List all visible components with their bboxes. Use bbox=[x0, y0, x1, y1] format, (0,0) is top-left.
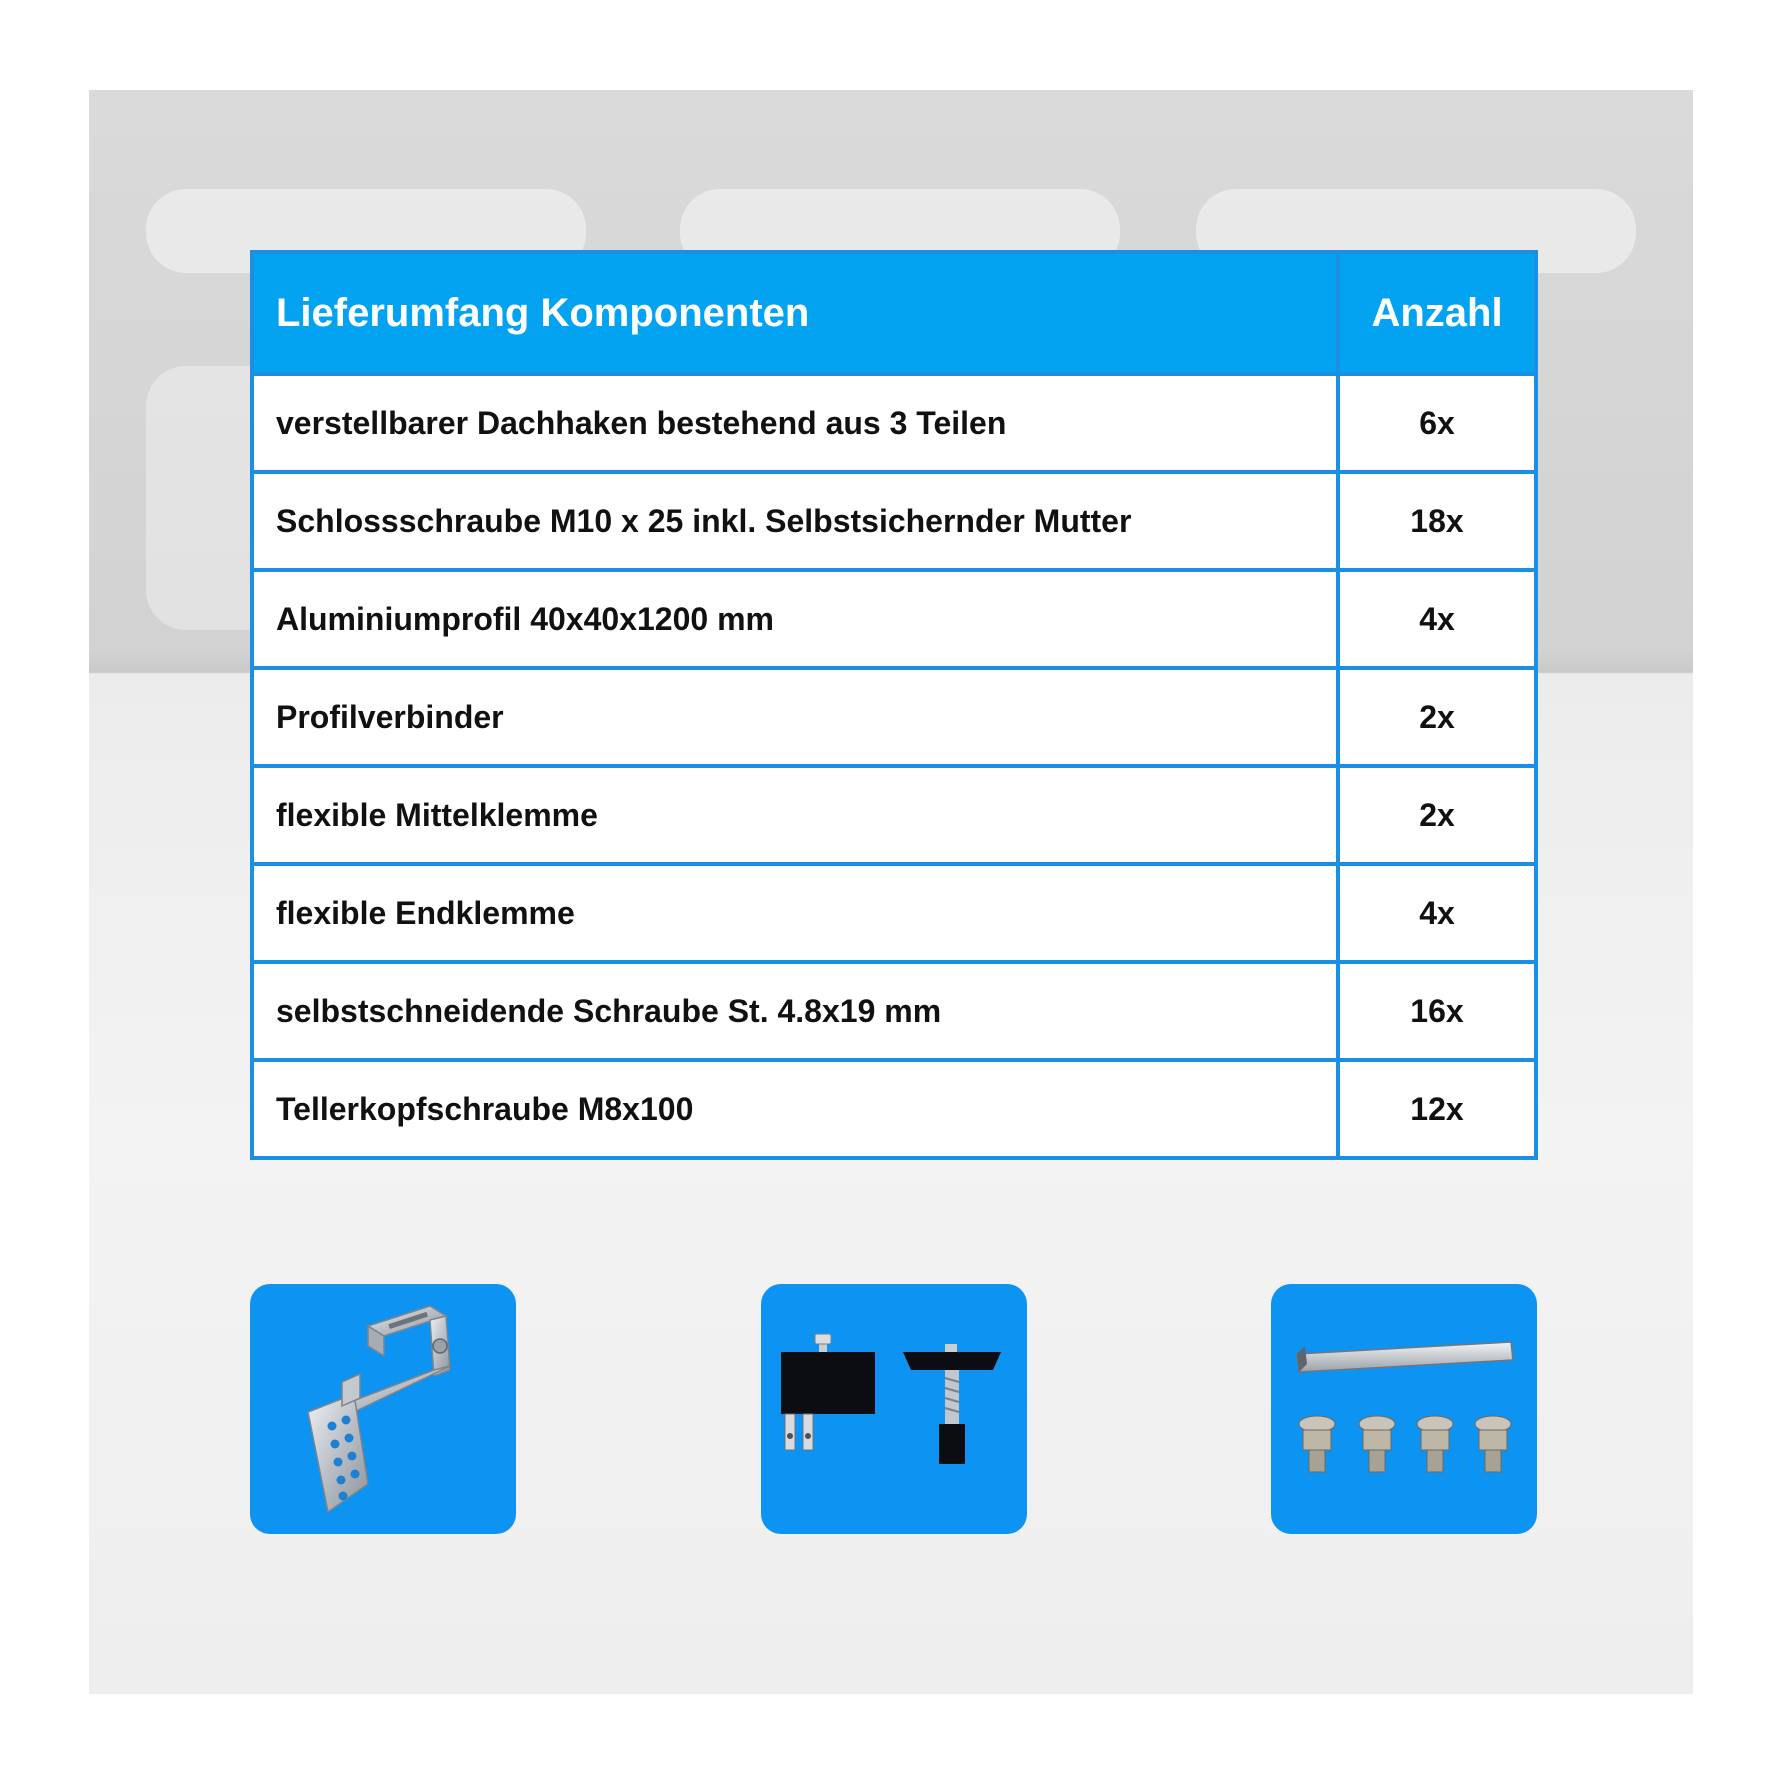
component-name: Profilverbinder bbox=[252, 668, 1338, 766]
bolt-group bbox=[1299, 1416, 1511, 1472]
components-table bbox=[250, 250, 1538, 1160]
table-row bbox=[252, 570, 1536, 668]
product-tile-roof-hook bbox=[250, 1284, 516, 1534]
product-tile-clamps bbox=[761, 1284, 1027, 1534]
component-quantity: 4x bbox=[1338, 570, 1536, 668]
quantity-column-header: Anzahl bbox=[1338, 252, 1536, 374]
component-quantity: 2x bbox=[1338, 668, 1536, 766]
roof-hook-icon bbox=[250, 1284, 516, 1534]
component-name: Aluminiumprofil 40x40x1200 mm bbox=[252, 570, 1338, 668]
component-quantity: 6x bbox=[1338, 374, 1536, 472]
table-row bbox=[252, 1060, 1536, 1158]
component-quantity: 18x bbox=[1338, 472, 1536, 570]
table-row bbox=[252, 472, 1536, 570]
table-row bbox=[252, 766, 1536, 864]
table-row bbox=[252, 962, 1536, 1060]
component-quantity: 16x bbox=[1338, 962, 1536, 1060]
component-quantity: 4x bbox=[1338, 864, 1536, 962]
table-row bbox=[252, 668, 1536, 766]
profile-and-bolts-icon bbox=[1271, 1284, 1537, 1534]
table-header-row bbox=[252, 252, 1536, 374]
clamps-icon bbox=[761, 1284, 1027, 1534]
component-name: flexible Mittelklemme bbox=[252, 766, 1338, 864]
table-row bbox=[252, 374, 1536, 472]
component-name: flexible Endklemme bbox=[252, 864, 1338, 962]
product-tile-profile-bolts bbox=[1271, 1284, 1537, 1534]
component-quantity: 2x bbox=[1338, 766, 1536, 864]
table-row bbox=[252, 864, 1536, 962]
component-column-header: Lieferumfang Komponenten bbox=[252, 252, 1338, 374]
component-name: Tellerkopfschraube M8x100 bbox=[252, 1060, 1338, 1158]
component-quantity: 12x bbox=[1338, 1060, 1536, 1158]
component-name: Schlossschraube M10 x 25 inkl. Selbstsichernder Mutter bbox=[252, 472, 1338, 570]
component-name: selbstschneidende Schraube St. 4.8x19 mm bbox=[252, 962, 1338, 1060]
component-name: verstellbarer Dachhaken bestehend aus 3 Teilen bbox=[252, 374, 1338, 472]
